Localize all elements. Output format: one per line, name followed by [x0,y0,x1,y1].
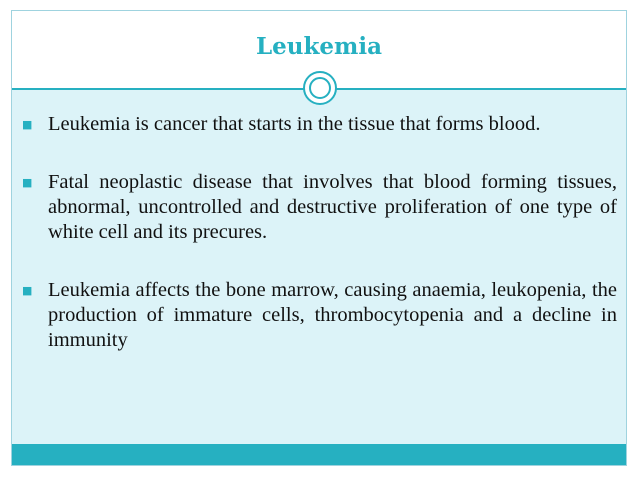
square-bullet-icon: ■ [22,118,33,131]
bottom-accent-bar [12,444,626,465]
bullet-text: Leukemia affects the bone marrow, causing anaemia, leukopenia, the production of immature cells, thrombocytopenia and a decline in immunity [48,279,617,351]
content-panel [12,90,626,445]
bullet-text: Fatal neoplastic disease that involves that blood forming tissues, abnormal, uncontrolled and destructive proliferation of one type of white cell and its precures. [48,171,617,243]
double-circle-icon [303,71,337,105]
bullet-text: Leukemia is cancer that starts in the tissue that forms blood. [48,113,541,135]
slide-title: Leukemia [255,33,383,60]
list-item [22,278,617,353]
slide-frame [11,10,627,466]
inner-circle [309,77,331,99]
list-item [22,112,617,137]
bullet-list [22,112,617,386]
square-bullet-icon: ■ [22,284,33,297]
square-bullet-icon: ■ [22,176,33,189]
list-item [22,170,617,245]
